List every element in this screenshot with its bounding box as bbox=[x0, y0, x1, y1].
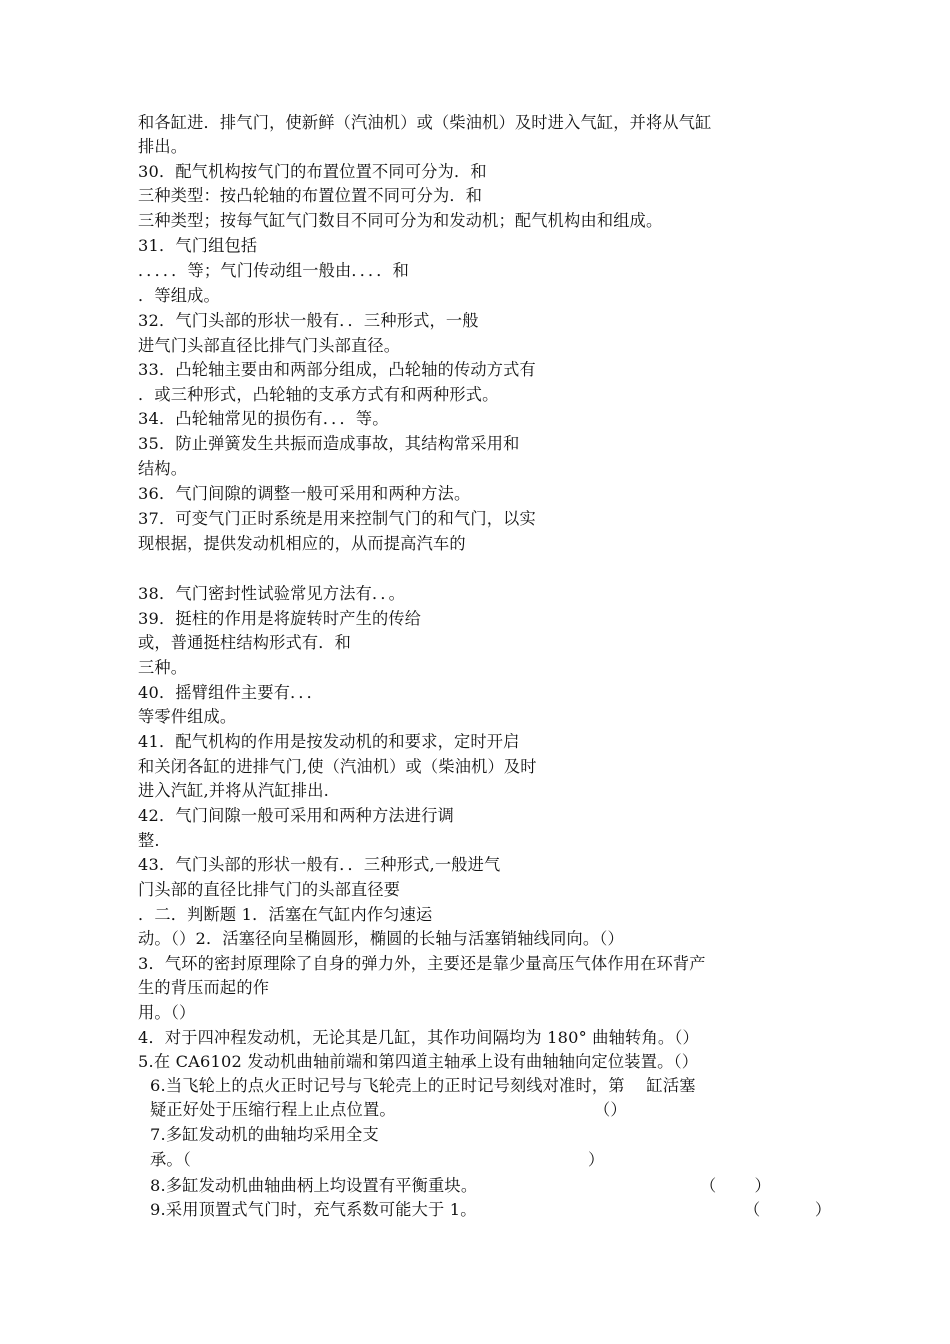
text-line: 31．气门组包括 bbox=[138, 236, 258, 255]
text-line: 36．气门间隙的调整一般可采用和两种方法。 bbox=[138, 484, 471, 503]
text-line: 结构。 bbox=[138, 459, 188, 478]
text-line: 42．气门间隙一般可采用和两种方法进行调 bbox=[138, 806, 454, 825]
text-line: 34．凸轮轴常见的损伤有．．．等。 bbox=[138, 409, 389, 428]
text-line: 三种。 bbox=[138, 658, 188, 677]
text-line: 41．配气机构的作用是按发动机的和要求，定时开启 bbox=[138, 732, 520, 751]
text-line: 排出。 bbox=[138, 137, 188, 156]
text-line: 承。（ bbox=[150, 1150, 192, 1169]
text-line: ．或三种形式，凸轮轴的支承方式有和两种形式。 bbox=[138, 385, 499, 404]
text-line: 生的背压而起的作 bbox=[138, 978, 270, 997]
answer-bracket: ） bbox=[588, 1150, 605, 1169]
text-line: 进入汽缸,并将从汽缸排出. bbox=[138, 781, 329, 800]
text-line: 进气门头部直径比排气门头部直径。 bbox=[138, 336, 401, 355]
text-line: 和关闭各缸的进排气门,使（汽油机）或（柴油机）及时 bbox=[138, 757, 537, 776]
text-line: 33．凸轮轴主要由和两部分组成，凸轮轴的传动方式有 bbox=[138, 360, 536, 379]
text-line: 32．气门头部的形状一般有．．三种形式，一般 bbox=[138, 311, 479, 330]
text-line: 3．气环的密封原理除了自身的弹力外，主要还是靠少量高压气体作用在环背产 bbox=[138, 954, 706, 973]
text-line: 三种类型；按每气缸气门数目不同可分为和发动机；配气机构由和组成。 bbox=[138, 211, 663, 230]
text-line: 现根据，提供发动机相应的，从而提高汽车的 bbox=[138, 534, 466, 553]
text-line: 30．配气机构按气门的布置位置不同可分为．和 bbox=[138, 162, 487, 181]
text-line: 疑正好处于压缩行程上止点位置。 bbox=[150, 1100, 396, 1119]
text-line: 整. bbox=[138, 831, 160, 850]
text-line: 35．防止弹簧发生共振而造成事故，其结构常采用和 bbox=[138, 434, 520, 453]
text-line: 等零件组成。 bbox=[138, 707, 237, 726]
text-line: 用。（） bbox=[138, 1003, 196, 1022]
text-line: 40．摇臂组件主要有．．． bbox=[138, 683, 324, 702]
text-line: ．．．．．等；气门传动组一般由．．．．和 bbox=[138, 261, 410, 280]
text-line: 43．气门头部的形状一般有．．三种形式,一般进气 bbox=[138, 855, 501, 874]
text-line: 39．挺柱的作用是将旋转时产生的传给 bbox=[138, 609, 422, 628]
answer-bracket: （） bbox=[594, 1100, 627, 1119]
text-line: ．二．判断题 1．活塞在气缸内作匀速运 bbox=[138, 905, 433, 924]
text-line: 38．气门密封性试验常见方法有．．。 bbox=[138, 584, 405, 603]
text-line: 9.采用顶置式气门时，充气系数可能大于 1。 bbox=[150, 1200, 477, 1219]
text-line: 动。（）2．活塞径向呈椭圆形，椭圆的长轴与活塞销轴线同向。（） bbox=[138, 929, 624, 948]
text-line: 三种类型：按凸轮轴的布置位置不同可分为．和 bbox=[138, 186, 483, 205]
text-line: 6.当飞轮上的点火正时记号与飞轮壳上的正时记号刻线对准时，第 缸活塞 bbox=[150, 1076, 696, 1095]
text-line: 7.多缸发动机的曲轴均采用全支 bbox=[150, 1125, 379, 1144]
text-line: ．等组成。 bbox=[138, 286, 220, 305]
text-line: 门头部的直径比排气门的头部直径要 bbox=[138, 880, 401, 899]
text-line: 或，普通挺柱结构形式有．和 bbox=[138, 633, 352, 652]
text-line: 37．可变气门正时系统是用来控制气门的和气门，以实 bbox=[138, 509, 536, 528]
answer-bracket: （ ） bbox=[744, 1200, 832, 1219]
answer-bracket: （ ） bbox=[700, 1176, 771, 1195]
text-line: 4．对于四冲程发动机，无论其是几缸，其作功间隔均为 180° 曲轴转角。（） bbox=[138, 1028, 699, 1047]
text-line: 和各缸进．排气门，使新鲜（汽油机）或（柴油机）及时进入气缸，并将从气缸 bbox=[138, 113, 712, 132]
text-line: 8.多缸发动机曲轴曲柄上均设置有平衡重块。 bbox=[150, 1176, 478, 1195]
text-line: 5.在 CA6102 发动机曲轴前端和第四道主轴承上设有曲轴轴向定位装置。（） bbox=[138, 1052, 699, 1071]
